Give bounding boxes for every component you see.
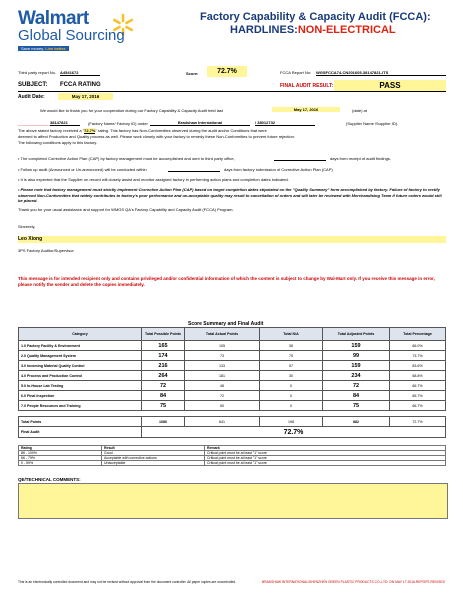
table-row: 4.0 Process and Production Control 264 181 30 234 68.8% <box>19 371 446 381</box>
summary-table <box>18 327 446 438</box>
table-row: 7.0 People Resources and Training 75 50 0 75 66.7% <box>19 401 446 411</box>
score-value: 72.7% <box>207 66 247 77</box>
subject-label: SUBJECT: <box>18 82 48 88</box>
condition-2: • Follow up audit (Announced or Un-announced) will be conducted within <box>18 167 147 172</box>
table-row: 3.0 Incoming Material Quality Control 216 133 57 159 83.6% <box>19 361 446 371</box>
report-category: HARDLINES:NON-ELECTRICAL <box>230 24 396 36</box>
factory-dash: ________________ <box>18 121 54 126</box>
date-label: Audit Date: <box>18 94 45 100</box>
condition-1-end: days from receipt of audit findings. <box>330 156 391 161</box>
score-label: Score: <box>186 71 199 76</box>
condition-1: • The completed Corrective Action Plan (CAP) by factory management must be accomplished and sent to third party office, <box>18 156 235 161</box>
subject-value: FCCA RATING <box>60 82 101 88</box>
col-possible: Total Possible Points <box>142 328 185 341</box>
col-adjusted: Total Adjusted Points <box>323 328 390 341</box>
table-row: 5.0 In-House Lab Testing 72 48 0 72 66.7% <box>19 381 446 391</box>
summary-title: Score Summary and Final Audit <box>188 321 264 327</box>
table-row: 1.0 Factory Facility & Environment 165 105 36 159 66.0% <box>19 341 446 351</box>
factory-mid: (Factory Name/ Factory ID) under <box>88 121 148 126</box>
fcca-value: WGSFCCA74-CN201605-38147821-ITS <box>316 70 446 76</box>
supplier-end: (Supplier Name /Supplier ID). <box>346 121 399 126</box>
report-title: Factory Capability & Capacity Audit (FCCA): <box>200 11 431 23</box>
thanks-text: Thank you for your usual assistance and support for WMGS QA's Factory Capability and Capacity Audit (FCCA) Program. <box>18 207 234 212</box>
condition-3: • It is also expected that the Supplier on record will closely assist and monitor assigned factory in performing action plans and completion dates indicated. <box>18 177 289 182</box>
sincerely: Sincerely, <box>18 224 36 229</box>
col-na: Total N/A <box>260 328 323 341</box>
rating-sentence-2: deemed to affect Production and Quality process as well. Please work closely with your factory to remedy these Non-Conformities to prevent future rejection. <box>18 134 295 139</box>
rating-legend: Rating Result Remark 86 - 100% Good Critical point must be at least "1" score 66 - 79% Acceptable with corrective actions Critical point must be at least "1" score 0 - 59% Unacceptable Critical point must be at least "1" score <box>18 445 446 466</box>
important-note: • Please note that factory management must strictly implement Corrective Action Plan (CAP) based on target completion dates stipulated on the "Quality Summary" form accomplished by factory. Failure of factory to rectify observed Non-Conformities that widely contributes to factory's poor performance and un-acceptable quality may result to cancellation of orders and will later be reviewed with Merchandising Team if future orders would still be placed. <box>18 187 442 203</box>
final-audit-value: 72.7% <box>142 427 446 438</box>
supplier-id: / 38012732 <box>255 120 315 126</box>
footer-note: This is an electronically controlled document and may not be revised without approval from the document controller. All paper copies are uncontrolled. <box>18 580 237 584</box>
condition-1-days-blank <box>274 160 326 161</box>
conditions-intro: The following conditions apply to this factory. <box>18 140 98 145</box>
tech-comments-label: QE/TECHNICAL COMMENTS: <box>18 477 81 482</box>
footer-report-id: BRADSHAW INTERNATIONAL/SHENZHEN GREEN PLASTIC PRODUCTS CO.,LTD. ON MAY 17 2016-REPORT-REVISED <box>262 580 445 584</box>
confidentiality-notice: This message is for intended recipient only and contains privileged and/or confidential information of which the content is subject to change by Wal-Mart only. If you receive this message in error, please notify the sender and delete the copies immediately. <box>18 276 435 287</box>
total-row: Total Points 1080 641 198 882 72.7% <box>19 417 446 427</box>
supplier-name: Bradshaw International <box>150 120 250 126</box>
table-row: 86 - 100% Good Critical point must be at least "1" score <box>19 451 446 456</box>
table-row: 2.0 Quality Management System 174 73 75 99 73.7% <box>19 351 446 361</box>
intro-date: May 17, 2016 <box>272 107 340 112</box>
brand-name: Walmart <box>18 8 89 29</box>
fcca-label: FCCA Report No: <box>280 70 312 75</box>
table-row: 6.0 Final Inspection 84 72 0 84 85.7% <box>19 391 446 401</box>
rating-sentence: The above stated factory received a "72.7%" rating. This factory has Non-Conformities observed during the audit and/or Conditions that were <box>18 128 267 133</box>
condition-2-days-blank <box>168 171 220 172</box>
tp-value: A4541672 <box>60 70 100 76</box>
table-row: 66 - 79% Acceptable with corrective actions Critical point must be at least "1" score <box>19 456 446 461</box>
col-actual: Total Actual Points <box>185 328 260 341</box>
header-divider <box>18 91 446 92</box>
intro-text: We would like to thank you for your cooperation during our Factory Capability & Capacity Audit held last <box>40 108 223 113</box>
col-percentage: Total Percentage <box>390 328 446 341</box>
final-audit-row: Final Audit 72.7% <box>19 427 446 438</box>
signer-title: 3PS Factory Auditor/Supervisor <box>18 248 74 253</box>
final-result-value: PASS <box>334 80 446 91</box>
brand-sub: Global Sourcing <box>18 27 125 44</box>
signer-name: Leo Xiong <box>18 236 446 243</box>
brand-tagline: Save money. Live better. <box>18 46 69 51</box>
factory-id: 38147821 <box>50 120 80 126</box>
intro-at: (date) at <box>352 108 367 113</box>
col-category: Category <box>19 328 142 341</box>
final-result-label: FINAL AUDIT RESULT: <box>280 83 334 89</box>
tech-comments-box[interactable] <box>18 483 448 519</box>
date-value: May 17, 2016 <box>58 93 113 100</box>
condition-2-end: days from factory submission of Corrective Action Plan (CAP) <box>224 167 333 172</box>
table-row: 0 - 59% Unacceptable Critical point must be at least "1" score <box>19 461 446 466</box>
tp-label: Third party report No. <box>18 70 57 75</box>
